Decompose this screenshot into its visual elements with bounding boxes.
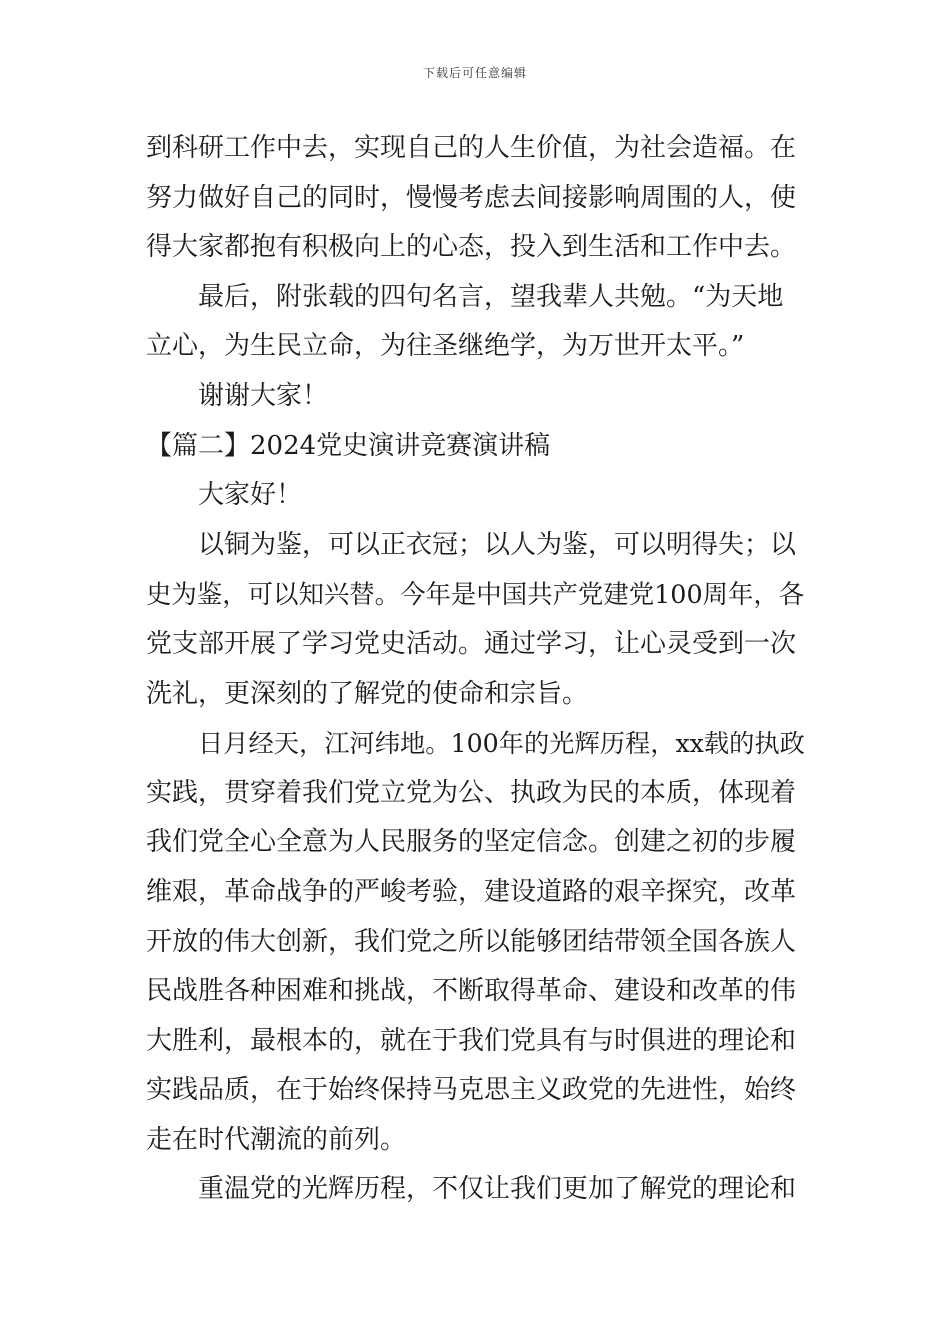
text-line: 谢谢大家！ (198, 380, 329, 411)
text-line: 最后，附张载的四句名言，望我辈人共勉。“为天地 (198, 281, 784, 312)
document-body (146, 124, 808, 1215)
text-line: 到科研工作中去，实现自己的人生价值，为社会造福。在 (146, 133, 797, 163)
text-line: 史为鉴，可以知兴替。今年是中国共产党建党100周年，各 (146, 579, 805, 610)
text-line: 以铜为鉴，可以正衣冠；以人为鉴，可以明得失；以 (198, 529, 797, 560)
text-line: 走在时代潮流的前列。 (146, 1124, 407, 1155)
text-line: 实践，贯穿着我们党立党为公、执政为民的本质，体现着 (146, 777, 797, 808)
text-line: 实践品质，在于始终保持马克思主义政党的先进性，始终 (146, 1075, 797, 1106)
text-line: 开放的伟大创新，我们党之所以能够团结带领全国各族人 (146, 926, 797, 957)
text-line: 日月经天，江河纬地。100年的光辉历程，xx载的执政 (198, 729, 805, 759)
text-line: 洗礼，更深刻的了解党的使命和宗旨。 (146, 678, 589, 709)
text-line: 重温党的光辉历程，不仅让我们更加了解党的理论和 (198, 1174, 797, 1205)
text-line: 我们党全心全意为人民服务的坚定信念。创建之初的步履 (146, 827, 797, 858)
text-line: 立心，为生民立命，为往圣继绝学，为万世开太平。” (146, 331, 745, 362)
text-line: 维艰，革命战争的严峻考验，建设道路的艰辛探究，改革 (146, 876, 797, 907)
page-header: 下载后可任意编辑 (422, 66, 527, 80)
text-line: 【篇二】2024党史演讲竞赛演讲稿 (146, 430, 551, 461)
text-line: 努力做好自己的同时，慢慢考虑去间接影响周围的人，使 (146, 182, 797, 213)
text-line: 得大家都抱有积极向上的心态，投入到生活和工作中去。 (146, 232, 797, 263)
text-line: 大家好！ (198, 480, 303, 511)
text-line: 民战胜各种困难和挑战，不断取得革命、建设和改革的伟 (146, 976, 797, 1007)
text-line: 大胜利，最根本的，就在于我们党具有与时俱进的理论和 (146, 1025, 797, 1056)
text-line: 党支部开展了学习党史活动。通过学习，让心灵受到一次 (146, 628, 797, 659)
